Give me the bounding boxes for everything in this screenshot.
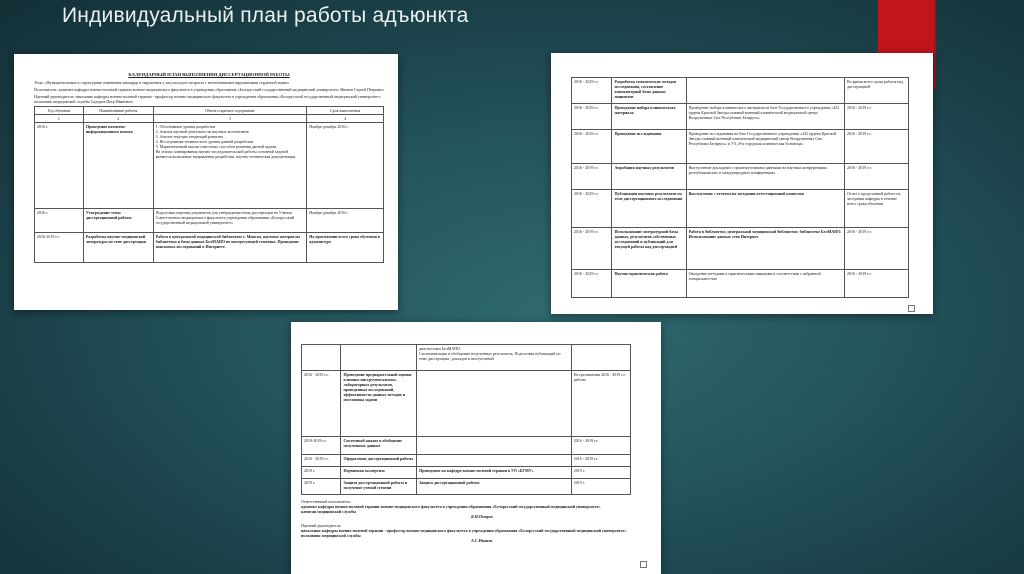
cell-year: 2016 г. xyxy=(35,208,84,232)
red-accent-block xyxy=(878,0,936,54)
table-row xyxy=(572,164,909,190)
cell-term: 2016 - 2019 г.г. xyxy=(844,104,908,130)
table-row xyxy=(35,232,384,262)
cell-content xyxy=(417,455,572,467)
cell-year: 2016 г. xyxy=(35,122,84,208)
table-header: Год обучения xyxy=(35,106,84,114)
column-number: 3 xyxy=(153,114,307,122)
cell-year: 2019 г. xyxy=(302,479,341,495)
cell-content: Работа в библиотеке, центральной медицинской библиотеке, библиотеке БелМАПО. Использование данных сети Интернет. xyxy=(686,228,844,270)
table-row xyxy=(572,228,909,270)
cell-content: 1. Обоснование уровня разработки 2. Анализ научной деятельности научных коллективов 3. Анализ текущих тенденций развития 4. Исследование технического уровня данной разработки 5. Маркетинговый анализ известных способов решения данной задачи. На этапах планирования научно-исследовательской работы основной задачей являются возможные направления разработки, научно-техническая документация. xyxy=(153,122,307,208)
cell-term: Отчет о проделанной работе на заседании кафедры в течение всего срока обучения xyxy=(844,190,908,228)
table-row xyxy=(572,104,909,130)
table-row xyxy=(302,467,631,479)
cell-content xyxy=(686,78,844,104)
cell-term: 2016 - 2019 г.г. xyxy=(844,228,908,270)
cell-year: 2016 - 2019 г.г. xyxy=(572,270,612,298)
cell-term: 2019 г. xyxy=(571,479,630,495)
cell-content: Проведение на кафедре военно-полевой терапии в УО «БГМУ» xyxy=(417,467,572,479)
cell-content: Подготовка перечня документов для утверждения темы диссертации на Ученом Совете военно-медицинского факультета учреждения образования «Белорусский государственный медицинский университет» xyxy=(153,208,307,232)
cell-name: Оформление диссертационной работы xyxy=(341,455,417,467)
cell-year: 2016-2019 г.г. xyxy=(35,232,84,262)
column-number: 1 xyxy=(35,114,84,122)
table-row xyxy=(302,455,631,467)
cell-content xyxy=(417,371,572,437)
cell-name: Проведение патентно-информационного поиска xyxy=(83,122,153,208)
table-row xyxy=(302,437,631,455)
cell-content: Проведение набора клинического материала на базе Государственного учреждения «432 ордена Красной Звезды главный военный клинический медицинский центр Вооруженных Сил Республики Беларусь» xyxy=(686,104,844,130)
cell-name: Системный анализ и обобщение полученных данных xyxy=(341,437,417,455)
cell-name: Проведение исследования xyxy=(612,130,686,164)
page-corner-mark xyxy=(640,561,647,568)
cell-year: 2016 - 2019 г.г. xyxy=(572,104,612,130)
cell-term: Ноябрь-декабрь 2016 г. xyxy=(307,122,384,208)
document-page-3 xyxy=(291,322,661,574)
cell-content: Выступление докладами с промежуточными данными на научных конференциях, республиканских и международных конференциях xyxy=(686,164,844,190)
document-page-2 xyxy=(551,53,933,314)
doc1-heading: КАЛЕНДАРНЫЙ ПЛАН ВЫПОЛНЕНИЯ ДИССЕРТАЦИОННОЙ РАБОТЫ xyxy=(128,72,290,77)
cell-content: Защита диссертационной работы xyxy=(417,479,572,495)
table-row xyxy=(572,190,909,228)
cell-content: Работа в центральной медицинской библиотеке г. Минска, научные материалы библиотеки и базы данных БелМАПО по интересующей тематике. Проведение поисковых исследований в Интернете. xyxy=(153,232,307,262)
cell-year: 2016 - 2019 г.г. xyxy=(572,228,612,270)
footer-text: полковник медицинской службы xyxy=(301,533,361,538)
doc1-supervisor: Научный руководитель: начальник кафедры военно-полевой терапии - профессор военно-медицинского факультета в учреждении образования «Белорусский государственный медицинский университет» полковник медицинской службы Сидоров Петр Иванович xyxy=(34,93,381,104)
red-accent-line xyxy=(934,0,936,90)
cell-term: 2016 - 2019 г.г. xyxy=(844,164,908,190)
cell-term: На протяжении всего срока обучения в адъюнктуре xyxy=(307,232,384,262)
footer-label: Ответственный исполнитель: xyxy=(301,499,352,504)
footer-text: начальник кафедры военно-полевой терапии - профессор военно-медицинского факультета в учреждении образования «Белорусский государственный медицинский университет» xyxy=(301,528,627,533)
cell-year: 2019 г. xyxy=(302,467,341,479)
cell-year: 2016 - 2019 г.г. xyxy=(572,190,612,228)
footer-label: Научный руководитель: xyxy=(301,523,342,528)
cell-name: Разработка тематических методов исследования, составление компьютерной базы данных пациентов xyxy=(612,78,686,104)
table-header-row xyxy=(35,106,384,114)
cell-content xyxy=(417,437,572,455)
doc1-table xyxy=(34,106,384,263)
signature-name: А.С.Иванов xyxy=(471,538,493,543)
table-row xyxy=(302,345,631,371)
doc3-table xyxy=(301,344,631,495)
table-row xyxy=(572,78,909,104)
signature-name: Я.И.Петров xyxy=(471,514,493,519)
cell-name: Разработка научно-медицинской литературы по теме диссертации xyxy=(83,232,153,262)
cell-term: 2016 - 2019 г.г. xyxy=(571,455,630,467)
cell-name: Защита диссертационной работы и получение ученой степени xyxy=(341,479,417,495)
cell-content: диагностики БелМАПО. Систематизация и обобщение полученных результатов. Подготовка публикаций по теме диссертации, докладов и выступлений. xyxy=(417,345,572,371)
cell-year: 2016 - 2019 г.г. xyxy=(302,371,341,437)
table-row xyxy=(302,371,631,437)
table-row xyxy=(572,270,909,298)
cell-term: 2016 - 2019 г.г. xyxy=(844,130,908,164)
cell-content: Проведение исследования на базе Государственного учреждения «432 ордена Красной Звезды главный военный клинический медицинский центр Вооруженных Сил Республики Беларусь» и УЗ «9-я городская клиническая больница» xyxy=(686,130,844,164)
doc1-executor: Исполнитель: адъюнкт кафедры военно-полевой терапии военно-медицинского факультета в учреждении образования «Белорусский государственный медицинский университет» Иванов Сергей Петрович xyxy=(34,86,384,92)
cell-term: Ноябрь-декабрь 2016 г. xyxy=(307,208,384,232)
table-row xyxy=(302,479,631,495)
cell-empty xyxy=(571,345,630,371)
cell-empty xyxy=(341,345,417,371)
table-row xyxy=(35,122,384,208)
cell-empty xyxy=(302,345,341,371)
cell-content: Овладение методами и практическими навыками в соответствии с избранной специальностью xyxy=(686,270,844,298)
page-corner-mark xyxy=(908,305,915,312)
cell-name: Использование литературной базы данных, результатов собственных исследований и публикаций для текущей работы над диссертацией xyxy=(612,228,686,270)
doc1-topic: Тема: «Функциональные и структурные изменения миокарда и нарушения у лиц молодого возраста с вегетативными нарушениями сердечной ткани» xyxy=(34,79,290,85)
cell-name: Публикации научных результатов по теме диссертационного исследования xyxy=(612,190,686,228)
cell-term: На протяжении 2016 - 2019 г.г. работы xyxy=(571,371,630,437)
cell-name: Апробация научных результатов xyxy=(612,164,686,190)
cell-year: 2016 - 2019 г.г. xyxy=(302,455,341,467)
footer-text: адъюнкт кафедры военно-полевой терапии военно-медицинского факультета в учреждении образования «Белорусский государственный медицинский университет» xyxy=(301,504,601,509)
footer-text: капитан медицинской службы xyxy=(301,509,357,514)
cell-year: 2016 - 2019 г.г. xyxy=(572,164,612,190)
table-row xyxy=(35,208,384,232)
cell-term: 2016 - 2019 г.г. xyxy=(844,270,908,298)
cell-name: Проведение набора клинического материала xyxy=(612,104,686,130)
column-number: 4 xyxy=(307,114,384,122)
cell-year: 2016 - 2019 г.г. xyxy=(572,130,612,164)
doc3-footer xyxy=(301,499,631,543)
table-row xyxy=(572,130,909,164)
cell-term: 2019 г. xyxy=(571,467,630,479)
cell-year: 2016 - 2019 г.г. xyxy=(572,78,612,104)
cell-term: 2016 - 2019 г.г. xyxy=(571,437,630,455)
slide-title: Индивидуальный план работы адъюнкта xyxy=(62,4,469,27)
cell-name: Проведение предварительной оценки клинико-инструментальных, лабораторных результатов, проведенных исследований, эффективности данных методов и постановка задачи xyxy=(341,371,417,437)
table-header: Наименование работы xyxy=(83,106,153,114)
column-number: 2 xyxy=(83,114,153,122)
cell-term: Во время всего срока работы над диссертацией xyxy=(844,78,908,104)
table-header: Срок выполнения xyxy=(307,106,384,114)
cell-year: 2018-2019 г.г. xyxy=(302,437,341,455)
cell-content: Выступление с отчетом на заседании аттестационной комиссии xyxy=(686,190,844,228)
doc2-table xyxy=(571,77,909,298)
cell-name: Утверждение темы диссертационной работы xyxy=(83,208,153,232)
cell-name: Научно-практическая работа xyxy=(612,270,686,298)
document-page-1 xyxy=(14,54,398,310)
table-number-row xyxy=(35,114,384,122)
cell-name: Первичная экспертиза xyxy=(341,467,417,479)
table-header: Объем и краткое содержание xyxy=(153,106,307,114)
